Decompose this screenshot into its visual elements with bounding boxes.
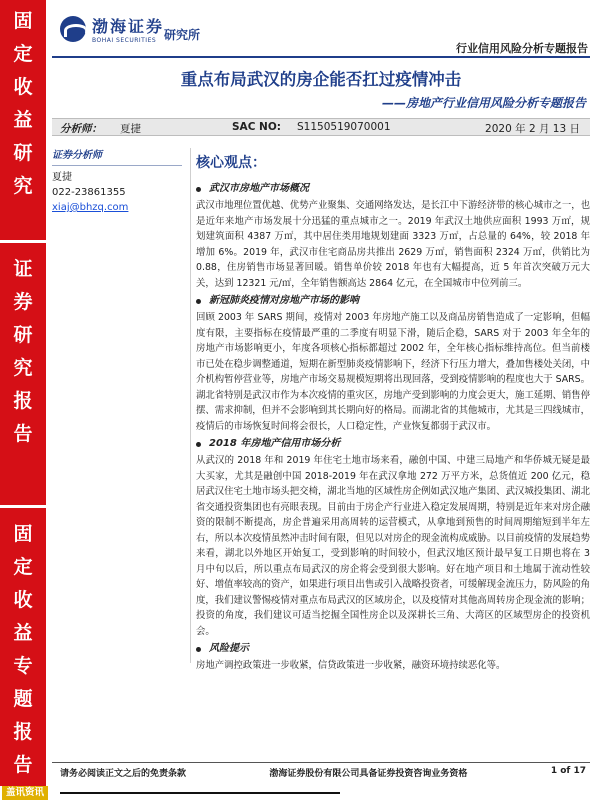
sidebar-char: 告: [13, 754, 33, 776]
report-title: 重点布局武汉的房企能否扛过疫情冲击: [180, 70, 462, 89]
section-heading: [196, 437, 590, 451]
bullet-icon: [196, 187, 201, 192]
logo-english-name: BOHAI SECURITIES: [92, 37, 157, 44]
sidebar-char: 益: [13, 109, 33, 131]
report-type: 行业信用风险分析专题报告: [456, 42, 588, 55]
left-red-sidebar: [0, 0, 46, 800]
sac-label: SAC NO:: [232, 121, 281, 133]
contact-email-link[interactable]: xiaj@bhzq.com: [52, 202, 129, 213]
sidebar-char: 定: [13, 43, 33, 65]
section-heading-text: 武汉市房地产市场概况: [209, 183, 309, 194]
analyst-label: 分析师：: [60, 123, 102, 135]
section-heading-text: 2018 年房地产信用市场分析: [209, 438, 341, 449]
footer-divider: [52, 762, 590, 763]
report-date: 2020 年 2 月 13 日: [485, 123, 580, 135]
report-subtitle: ——房地产行业信用风险分析专题报告: [381, 96, 586, 110]
page-footer: [60, 766, 586, 779]
sac-number: S1150519070001: [297, 121, 391, 133]
section-paragraph: 武汉市地理位置优越、优势产业聚集、交通网络发达，是长江中下游经济带的核心城市之一，也是近年来地产市场发展十分迅猛的重点城市之一。2019 年武汉土地供应面积 1993 万㎡，规划建筑面积 4387 万㎡，其中居住类用地规划建面 3323 万㎡，占总量的 64%，较 2018 年增加 6%。2019 年，武汉市住宅商品房共推出 2629 万㎡，销售面积 2324 万㎡，供销比为 0.88，住房销售市场显著回暖。销售单价较 2018 年也有大幅提高，近 5 年首次突破万元大关，达到 12321 元/㎡，全年销售额高达 2864 亿元，在全国城市中位列前三。: [196, 200, 590, 289]
sidebar-char: 收: [13, 76, 33, 98]
section-heading: [196, 294, 590, 308]
section-heading: [196, 642, 590, 656]
sidebar-char: 益: [13, 622, 33, 644]
key-points-title: 核心观点：: [196, 155, 266, 171]
sidebar-char: 报: [13, 721, 33, 743]
bullet-icon: [196, 647, 201, 652]
contact-heading: 证券分析师: [52, 148, 182, 166]
main-content: [196, 152, 590, 677]
section-paragraph: 从武汉的 2018 年和 2019 年住宅土地市场来看，融创中国、中建三局地产和华侨城无疑是最大买家，尤其是融创中国 2018-2019 年在武汉拿地 272 万平方米，总货值近 200 亿元，稳居武汉住宅土地市场头把交椅，湖北当地的区域性房企例如武汉地产集团、武汉城投集团、湖北省交通投资集团也有亮眼表现。目前由于房企产行业进入稳定发展周期，特别是近年来对房企融资的限制不断提高，房企普遍采用高周转的运营模式，从拿地到预售的时间周期缩短到半年左右，所以本次疫情虽然冲击时间有限，但见以对房企的现金流构成威胁。以目前疫情的发展趋势来看，湖北以外地区开始复工，受到影响的时间较小，但武汉地区预计最早复工日期也将在 3 月中旬以后，所以重点布局武汉的房企将会受到很大影响。好在地产项目和土地属于流动性较好、增值率较高的资产，如果进行项目出售或引入战略投资者，可缓解现金流压力，防风险的角度，我们建议警惕疫情对重点布局武汉的区域房企，以及疫情对其他高周转房企现金流的影响；投资的角度，我们建议可适当挖掘全国性房企以及深耕长三角、大湾区的区域型房企的投资机会。: [196, 455, 590, 637]
section-paragraph: 房地产调控政策进一步收紧，信贷政策进一步收紧，融资环境持续恶化等。: [196, 660, 506, 671]
institute-label: 研究所: [164, 28, 201, 42]
section-heading-text: 新冠肺炎疫情对房地产市场的影响: [209, 295, 359, 306]
contact-phone: 022-23861355: [52, 187, 126, 198]
bullet-icon: [196, 299, 201, 304]
sidebar-char: 券: [13, 291, 33, 313]
sidebar-divider: [0, 505, 46, 508]
sidebar-char: 告: [13, 423, 33, 445]
sidebar-char: 定: [13, 556, 33, 578]
bottom-rule: [60, 792, 340, 794]
sidebar-label-securities-research-report: [0, 260, 46, 458]
column-divider: [190, 148, 191, 663]
analyst-name: 夏捷: [120, 123, 141, 135]
sidebar-char: 固: [13, 10, 33, 32]
company-logo: [60, 14, 164, 44]
sidebar-char: 专: [13, 655, 33, 677]
sidebar-char: 收: [13, 589, 33, 611]
sidebar-char: 固: [13, 523, 33, 545]
page-number: 1 of 17: [550, 766, 586, 776]
sidebar-label-fixed-income-special-report: [0, 525, 46, 789]
footer-disclaimer-note: 请务必阅读正文之后的免责条款: [60, 769, 187, 779]
section-heading: [196, 182, 590, 196]
contact-name: 夏捷: [52, 172, 72, 183]
sidebar-char: 报: [13, 390, 33, 412]
sidebar-divider: [0, 240, 46, 243]
sidebar-char: 研: [13, 142, 33, 164]
bottom-source-tag: 盖讯资讯: [2, 786, 48, 800]
section-paragraph: 回顾 2003 年 SARS 期间，疫情对 2003 年房地产施工以及商品房销售造成了一定影响，但幅度有限，主要指标在疫情最严重的二季度有明显下滑，随后企稳，SARS 对于 2003 年全年的房地产市场影响更小，年度各项核心指标都超过 2002 年，全年核心指标维持高位。但当前楼市已处在稳步调整通道，短期在新型肺炎疫情影响下，经济下行压力增大，叠加售楼处关闭，中介机构暂停营业等，房地产市场交易规模短期将出现回落，受到疫情影响的程度也大于 SARS。湖北省特别是武汉市作为本次疫情的重灾区，房地产受到影响的力度会更大，施工延期、销售停摆、需求抑制，但并不会影响到其长期向好的格局。而湖北省的其他城市，尤其是三四线城市，疫情后的市场恢复时间将会很长，人口稳定性，产业恢复都弱于武汉市。: [196, 312, 590, 432]
section-heading-text: 风险提示: [209, 643, 249, 654]
sidebar-char: 题: [13, 688, 33, 710]
analyst-contact: [52, 148, 182, 215]
bullet-icon: [196, 442, 201, 447]
sidebar-char: 证: [13, 258, 33, 280]
analyst-info-bar: [52, 118, 590, 136]
footer-qualification: 渤海证券股份有限公司具备证券投资咨询业务资格: [269, 769, 468, 779]
sidebar-label-fixed-income-research: [0, 12, 46, 210]
sidebar-char: 究: [13, 357, 33, 379]
logo-chinese-name: 渤海证券: [92, 17, 165, 36]
bottom-watermark-strip: [0, 786, 600, 800]
sidebar-char: 研: [13, 324, 33, 346]
key-points-sections: [196, 182, 590, 674]
sidebar-char: 究: [13, 175, 33, 197]
bohai-logo-icon: [60, 16, 86, 42]
header-divider: [52, 56, 590, 58]
